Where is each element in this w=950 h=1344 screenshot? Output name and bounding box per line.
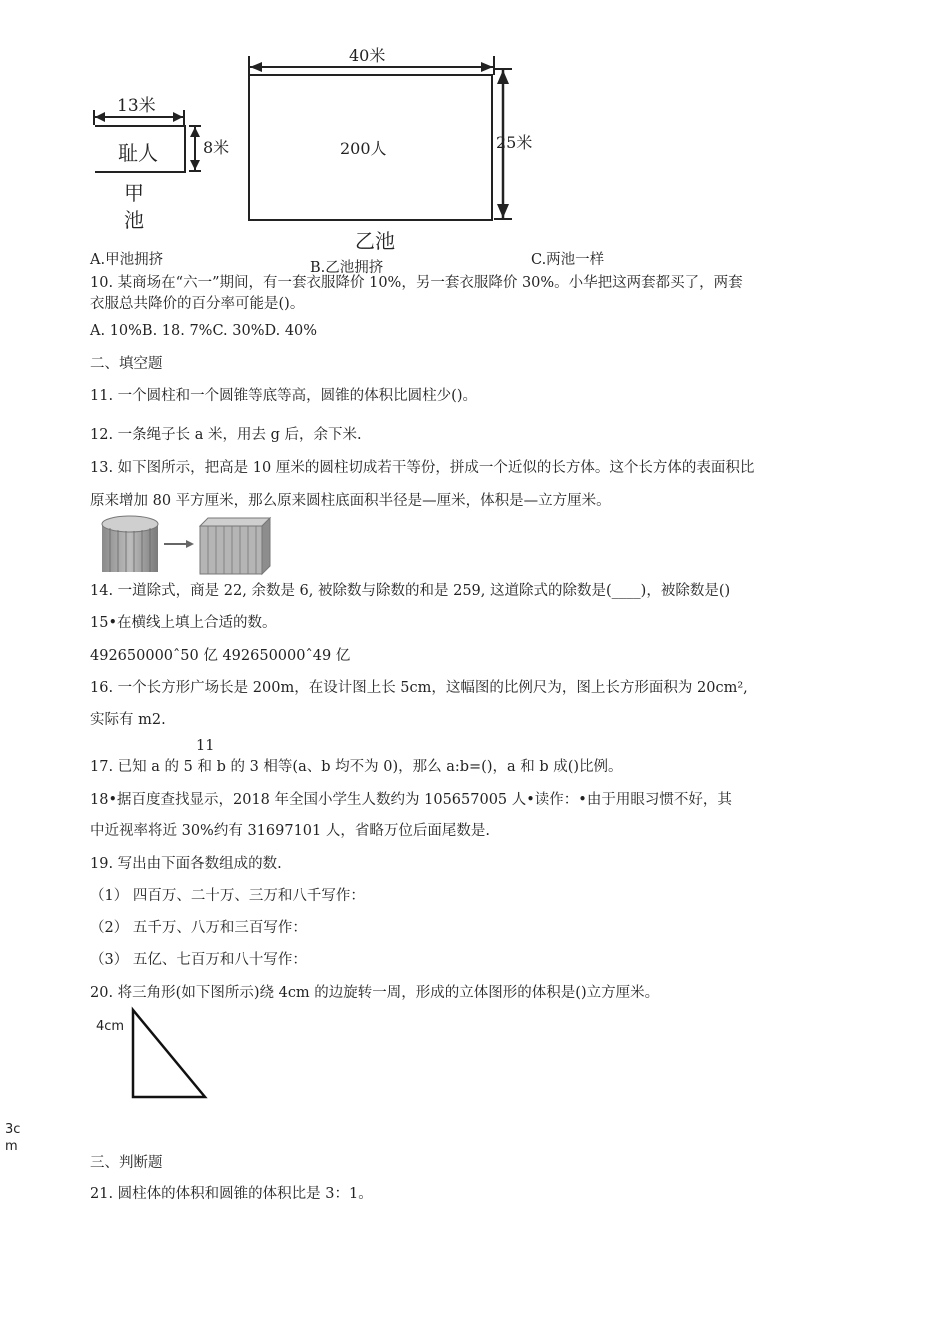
q19-item-2: （2） 五千万、八万和三百写作： xyxy=(90,920,307,936)
pool-a-name-2: 池 xyxy=(124,208,144,232)
pool-b-name: 乙池 xyxy=(355,229,395,253)
pool-a-height-label: 8米 xyxy=(203,138,230,157)
cuboid-side xyxy=(262,518,270,574)
right-triangle-figure xyxy=(125,1005,215,1105)
q18-line1: 18•据百度查找显示，2018 年全国小学生人数约为 105657005 人•读作：•由于用眼习惯不好，其 xyxy=(90,792,732,808)
q20: 20. 将三角形(如下图所示)绕 4cm 的边旋转一周，形成的立体图形的体积是()立方厘米。 xyxy=(90,985,660,1001)
triangle-side-label-4cm: 4cm xyxy=(96,1019,125,1034)
section-fill-in: 二、填空题 xyxy=(90,356,163,372)
q10-line2: 衣服总共降价的百分率可能是()。 xyxy=(90,296,305,312)
q11: 11. 一个圆柱和一个圆锥等底等高，圆锥的体积比圆柱少()。 xyxy=(90,388,477,404)
q17-fraction-numerators: 11 xyxy=(196,738,215,754)
pool-a-people-label: 耻人 xyxy=(118,141,158,165)
pool-a-width-label: 13米 xyxy=(117,96,156,116)
pool-b-width-label: 40米 xyxy=(349,46,386,65)
right-triangle xyxy=(133,1010,205,1097)
q9-option-c: C.两池一样 xyxy=(531,252,605,268)
q18-line2: 中近视率将近 30%约有 31697101 人，省略万位后面尾数是. xyxy=(90,823,490,839)
q13-line1: 13. 如下图所示，把高是 10 厘米的圆柱切成若干等份，拼成一个近似的长方体。这个长方体的表面积比 xyxy=(90,460,755,476)
q16-line1: 16. 一个长方形广场长是 200m，在设计图上长 5cm，这幅图的比例尺为，图上长方形面积为 20cm², xyxy=(90,680,748,696)
pool-b-people-label: 200人 xyxy=(340,139,387,158)
pool-b-height-label: 25米 xyxy=(496,133,533,152)
cuboid-front xyxy=(200,526,262,574)
q12: 12. 一条绳子长 a 米，用去 g 后，余下米. xyxy=(90,427,362,443)
pool-a-name-1: 甲 xyxy=(124,181,144,205)
q9-option-a: A.甲池拥挤 xyxy=(90,252,164,268)
q15-line2: 492650000ˆ50 亿 492650000ˆ49 亿 xyxy=(90,648,351,664)
q21: 21. 圆柱体的体积和圆锥的体积比是 3：1。 xyxy=(90,1186,373,1202)
q19-title: 19. 写出由下面各数组成的数. xyxy=(90,856,282,872)
cuboid-top xyxy=(200,518,270,526)
q19-item-1: （1） 四百万、二十万、三万和八千写作： xyxy=(90,888,365,904)
q10-line1: 10. 某商场在“六一”期间，有一套衣服降价 10%，另一套衣服降价 30%。小华把这两套都买了，两套 xyxy=(90,275,743,291)
q14: 14. 一道除式，商是 22, 余数是 6, 被除数与除数的和是 259, 这道除式的除数是(____)，被除数是() xyxy=(90,583,731,599)
q16-line2: 实际有 m2. xyxy=(90,712,166,728)
triangle-side-label-m: m xyxy=(5,1139,18,1154)
q9-option-b: B.乙池拥挤 xyxy=(310,260,384,276)
q17: 17. 已知 a 的 5 和 b 的 3 相等(a、b 均不为 0)，那么 a:b=()，a 和 b 成()比例。 xyxy=(90,759,623,775)
section-true-false: 三、判断题 xyxy=(90,1155,163,1171)
q15-line1: 15•在横线上填上合适的数。 xyxy=(90,615,277,631)
triangle-side-label-3c: 3c xyxy=(5,1122,21,1137)
cylinder-to-cuboid-figure xyxy=(100,514,280,576)
q10-options: A. 10%B. 18. 7%C. 30%D. 40% xyxy=(90,323,318,339)
q19-item-3: （3） 五亿、七百万和八十写作： xyxy=(90,952,307,968)
q13-line2: 原来增加 80 平方厘米，那么原来圆柱底面积半径是—厘米，体积是—立方厘米。 xyxy=(90,493,611,509)
